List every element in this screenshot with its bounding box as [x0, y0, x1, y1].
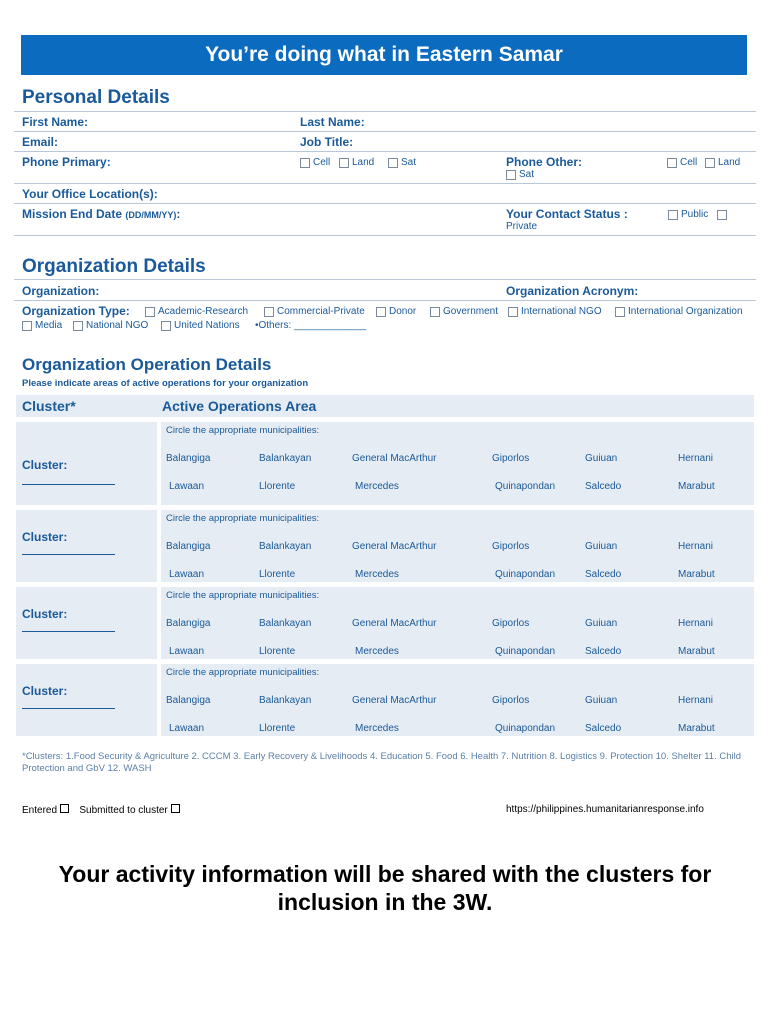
- entered-checkbox[interactable]: [60, 804, 69, 813]
- phone-primary-label: Phone Primary:: [22, 155, 111, 169]
- municipality-lawaan[interactable]: Lawaan: [169, 481, 205, 492]
- municipality-quinapondan[interactable]: Quinapondan: [495, 569, 556, 580]
- municipality-hernani[interactable]: Hernani: [678, 453, 714, 464]
- divider: [14, 131, 756, 132]
- cluster-label: Cluster:: [22, 530, 68, 544]
- municipality-llorente[interactable]: Llorente: [259, 569, 296, 580]
- municipality-general-macarthur[interactable]: General MacArthur: [352, 618, 437, 629]
- org-type-commercial-option[interactable]: Commercial-Private: [264, 306, 365, 317]
- municipality-llorente[interactable]: Llorente: [259, 723, 296, 734]
- operation-details-subheading: Please indicate areas of active operations for your organization: [22, 378, 309, 389]
- checkbox[interactable]: [615, 307, 625, 317]
- email-label: Email:: [22, 135, 59, 149]
- divider: [14, 235, 756, 236]
- office-location-label: Your Office Location(s):: [22, 187, 158, 201]
- municipality-hernani[interactable]: Hernani: [678, 541, 714, 552]
- municipality-llorente[interactable]: Llorente: [259, 481, 296, 492]
- divider: [14, 111, 756, 112]
- cluster-input-line[interactable]: [22, 554, 115, 555]
- org-type-media-option[interactable]: Media: [22, 320, 62, 331]
- entered-label: Entered: [22, 805, 58, 816]
- municipality-guiuan[interactable]: Guiuan: [585, 695, 618, 706]
- personal-details-heading: Personal Details: [22, 87, 170, 108]
- divider: [14, 151, 756, 152]
- org-type-intl-org-option[interactable]: International Organization: [615, 306, 743, 317]
- org-type-others-field[interactable]: •Others: _____________: [255, 320, 367, 331]
- municipality-marabut[interactable]: Marabut: [678, 569, 715, 580]
- municipality-salcedo[interactable]: Salcedo: [585, 646, 622, 657]
- org-type-academic-option[interactable]: Academic-Research: [145, 306, 248, 317]
- cluster-column-header: Cluster*: [22, 398, 76, 414]
- divider: [14, 183, 756, 184]
- municipality-llorente[interactable]: Llorente: [259, 646, 296, 657]
- checkbox[interactable]: [717, 210, 727, 220]
- divider: [14, 203, 756, 204]
- area-column-header: Active Operations Area: [162, 398, 317, 414]
- municipality-balangiga[interactable]: Balangiga: [166, 695, 211, 706]
- checkbox[interactable]: [145, 307, 155, 317]
- municipality-lawaan[interactable]: Lawaan: [169, 723, 205, 734]
- municipality-quinapondan[interactable]: Quinapondan: [495, 481, 556, 492]
- clusters-footnote: *Clusters: 1.Food Security & Agriculture 2. CCCM 3. Early Recovery & Livelihoods 4. Education 5. Food 6. Health 7. Nutrition 8. Logistics 9. Protection 10. Shelter 11. Child Protection and GbV 12. WASH: [22, 751, 742, 774]
- operations-area-cell: [161, 664, 754, 736]
- operations-area-cell: [161, 587, 754, 659]
- phone-other-land-option[interactable]: Land: [705, 157, 740, 168]
- mission-end-label: Mission End Date (DD/MM/YY):: [22, 207, 181, 221]
- phone-other-cell-option[interactable]: Cell: [667, 157, 697, 168]
- sharing-notice: Your activity information will be shared with the clusters for inclusion in the 3W.: [58, 861, 712, 915]
- checkbox[interactable]: [264, 307, 274, 317]
- municipality-balangiga[interactable]: Balangiga: [166, 453, 211, 464]
- municipality-salcedo[interactable]: Salcedo: [585, 481, 622, 492]
- instruction-text: Circle the appropriate municipalities:: [166, 425, 320, 436]
- municipality-guiuan[interactable]: Guiuan: [585, 453, 618, 464]
- phone-primary-sat-option[interactable]: Sat: [388, 157, 416, 168]
- organization-type-label: Organization Type:: [22, 304, 130, 318]
- operations-table-header: [16, 395, 754, 417]
- cluster-label: Cluster:: [22, 684, 68, 698]
- cluster-label: Cluster:: [22, 607, 68, 621]
- municipality-quinapondan[interactable]: Quinapondan: [495, 646, 556, 657]
- municipality-general-macarthur[interactable]: General MacArthur: [352, 453, 437, 464]
- cluster-cell[interactable]: [16, 664, 157, 736]
- checkbox[interactable]: [161, 321, 171, 331]
- last-name-label: Last Name:: [300, 115, 365, 129]
- municipality-giporlos[interactable]: Giporlos: [492, 618, 530, 629]
- cluster-label: Cluster:: [22, 458, 68, 472]
- submitted-checkbox[interactable]: [171, 804, 180, 813]
- checkbox[interactable]: [705, 158, 715, 168]
- divider: [14, 300, 756, 301]
- municipality-giporlos[interactable]: Giporlos: [492, 695, 530, 706]
- contact-public-option[interactable]: Public: [668, 209, 730, 220]
- first-name-label: First Name:: [22, 115, 89, 129]
- org-type-national-ngo-option[interactable]: National NGO: [73, 320, 148, 331]
- municipality-lawaan[interactable]: Lawaan: [169, 646, 205, 657]
- municipality-balangiga[interactable]: Balangiga: [166, 541, 211, 552]
- org-type-government-option[interactable]: Government: [430, 306, 498, 317]
- org-type-intl-ngo-option[interactable]: International NGO: [508, 306, 602, 317]
- checkbox[interactable]: [506, 170, 516, 180]
- divider: [14, 279, 756, 280]
- phone-other-label: Phone Other:: [506, 155, 583, 169]
- municipality-balankayan[interactable]: Balankayan: [259, 541, 312, 552]
- phone-other-sat-option[interactable]: Sat: [506, 169, 534, 180]
- municipality-balankayan[interactable]: Balankayan: [259, 618, 312, 629]
- municipality-giporlos[interactable]: Giporlos: [492, 453, 530, 464]
- organization-acronym-label: Organization Acronym:: [506, 284, 639, 298]
- municipality-general-macarthur[interactable]: General MacArthur: [352, 541, 437, 552]
- instruction-text: Circle the appropriate municipalities:: [166, 590, 320, 601]
- submitted-label: Submitted to cluster: [79, 805, 168, 816]
- operations-area-cell: [161, 422, 754, 505]
- cluster-input-line[interactable]: [22, 631, 115, 632]
- cluster-cell[interactable]: [16, 422, 157, 505]
- cluster-input-line[interactable]: [22, 484, 115, 485]
- checkbox[interactable]: [73, 321, 83, 331]
- instruction-text: Circle the appropriate municipalities:: [166, 667, 320, 678]
- municipality-lawaan[interactable]: Lawaan: [169, 569, 205, 580]
- municipality-mercedes[interactable]: Mercedes: [355, 646, 399, 657]
- checkbox[interactable]: [667, 158, 677, 168]
- org-type-un-option[interactable]: United Nations: [161, 320, 240, 331]
- municipality-general-macarthur[interactable]: General MacArthur: [352, 695, 437, 706]
- checkbox[interactable]: [300, 158, 310, 168]
- municipality-salcedo[interactable]: Salcedo: [585, 569, 622, 580]
- contact-status-label: Your Contact Status :: [506, 207, 628, 221]
- checkbox[interactable]: [430, 307, 440, 317]
- municipality-marabut[interactable]: Marabut: [678, 646, 715, 657]
- website-url[interactable]: https://philippines.humanitarianresponse.info: [506, 804, 704, 815]
- contact-private-label: Private: [506, 221, 538, 232]
- organization-details-heading: Organization Details: [22, 256, 206, 277]
- municipality-balankayan[interactable]: Balankayan: [259, 695, 312, 706]
- municipality-balankayan[interactable]: Balankayan: [259, 453, 312, 464]
- municipality-mercedes[interactable]: Mercedes: [355, 723, 399, 734]
- checkbox[interactable]: [339, 158, 349, 168]
- operation-details-heading: Organization Operation Details: [22, 355, 272, 374]
- municipality-mercedes[interactable]: Mercedes: [355, 569, 399, 580]
- checkbox[interactable]: [508, 307, 518, 317]
- municipality-salcedo[interactable]: Salcedo: [585, 723, 622, 734]
- checkbox[interactable]: [22, 321, 32, 331]
- operations-area-cell: [161, 510, 754, 582]
- status-checkboxes: [22, 804, 182, 816]
- municipality-quinapondan[interactable]: Quinapondan: [495, 723, 556, 734]
- phone-primary-cell-option[interactable]: Cell: [300, 157, 330, 168]
- municipality-guiuan[interactable]: Guiuan: [585, 618, 618, 629]
- municipality-hernani[interactable]: Hernani: [678, 695, 714, 706]
- municipality-guiuan[interactable]: Guiuan: [585, 541, 618, 552]
- municipality-marabut[interactable]: Marabut: [678, 723, 715, 734]
- cluster-cell[interactable]: [16, 510, 157, 582]
- cluster-cell[interactable]: [16, 587, 157, 659]
- municipality-giporlos[interactable]: Giporlos: [492, 541, 530, 552]
- instruction-text: Circle the appropriate municipalities:: [166, 513, 320, 524]
- org-type-donor-option[interactable]: Donor: [376, 306, 416, 317]
- municipality-mercedes[interactable]: Mercedes: [355, 481, 399, 492]
- checkbox[interactable]: [376, 307, 386, 317]
- organization-label: Organization:: [22, 284, 100, 298]
- municipality-balangiga[interactable]: Balangiga: [166, 618, 211, 629]
- phone-primary-land-option[interactable]: Land: [339, 157, 374, 168]
- municipality-hernani[interactable]: Hernani: [678, 618, 714, 629]
- form-title: You’re doing what in Eastern Samar: [21, 35, 747, 75]
- job-title-label: Job Title:: [300, 135, 354, 149]
- municipality-marabut[interactable]: Marabut: [678, 481, 715, 492]
- cluster-input-line[interactable]: [22, 708, 115, 709]
- checkbox[interactable]: [668, 210, 678, 220]
- checkbox[interactable]: [388, 158, 398, 168]
